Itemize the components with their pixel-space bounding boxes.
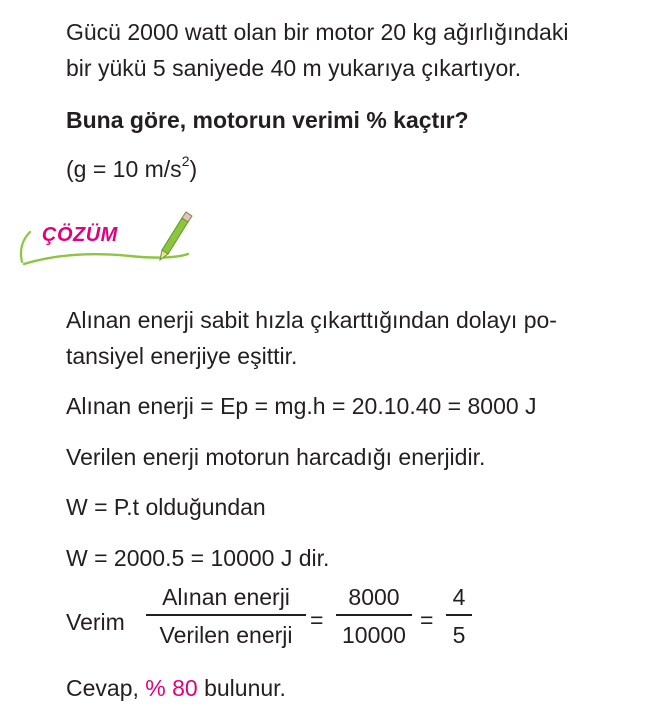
- given-suffix: ): [189, 156, 198, 182]
- solution-line-4: Verilen enerji motorun harcadığı enerjidir.: [66, 444, 486, 470]
- answer-suffix: bulunur.: [204, 675, 286, 701]
- answer-line: [66, 672, 286, 704]
- equals-sign: =: [420, 607, 434, 633]
- solution-line-3: Alınan enerji = Ep = mg.h = 20.10.40 = 8000 J: [66, 393, 537, 419]
- given-gravity: [66, 153, 197, 185]
- efficiency-formula: [66, 582, 536, 662]
- pencil-icon: [160, 212, 192, 260]
- solution-header: [10, 210, 210, 272]
- question-line-1: Gücü 2000 watt olan bir motor 20 kg ağırlığındaki: [66, 19, 569, 45]
- fraction-simplified-numerator: 4: [452, 584, 466, 610]
- solution-line-2: tansiyel enerjiye eşittir.: [66, 343, 298, 369]
- solution-label: ÇÖZÜM: [42, 224, 118, 246]
- question-line-2: bir yükü 5 saniyede 40 m yukarıya çıkartıyor.: [66, 55, 522, 81]
- fraction-energy-numerator: Alınan enerji: [162, 584, 290, 610]
- fraction-simplified: [446, 582, 472, 650]
- fraction-bar: [336, 614, 412, 616]
- fraction-values-numerator: 8000: [348, 584, 400, 610]
- given-exponent: 2: [181, 153, 190, 170]
- fraction-energy-denominator: Verilen enerji: [159, 622, 293, 648]
- solution-line-6: W = 2000.5 = 10000 J dir.: [66, 545, 330, 571]
- equals-sign: =: [310, 607, 324, 633]
- fraction-values-denominator: 10000: [342, 622, 406, 648]
- fraction-values: [336, 582, 412, 650]
- fraction-bar: [446, 614, 472, 616]
- fraction-energy: [146, 582, 306, 650]
- solution-line-1: Alınan enerji sabit hızla çıkarttığından dolayı po-: [66, 307, 557, 333]
- question-prompt: Buna göre, motorun verimi % kaçtır?: [66, 107, 469, 133]
- given-prefix: (g = 10 m/s: [66, 156, 182, 182]
- answer-value: % 80: [145, 675, 198, 701]
- solution-line-5: W = P.t olduğundan: [66, 494, 266, 520]
- answer-prefix: Cevap,: [66, 675, 139, 701]
- formula-label: Verim: [66, 609, 125, 635]
- fraction-bar: [146, 614, 306, 616]
- fraction-simplified-denominator: 5: [452, 622, 466, 648]
